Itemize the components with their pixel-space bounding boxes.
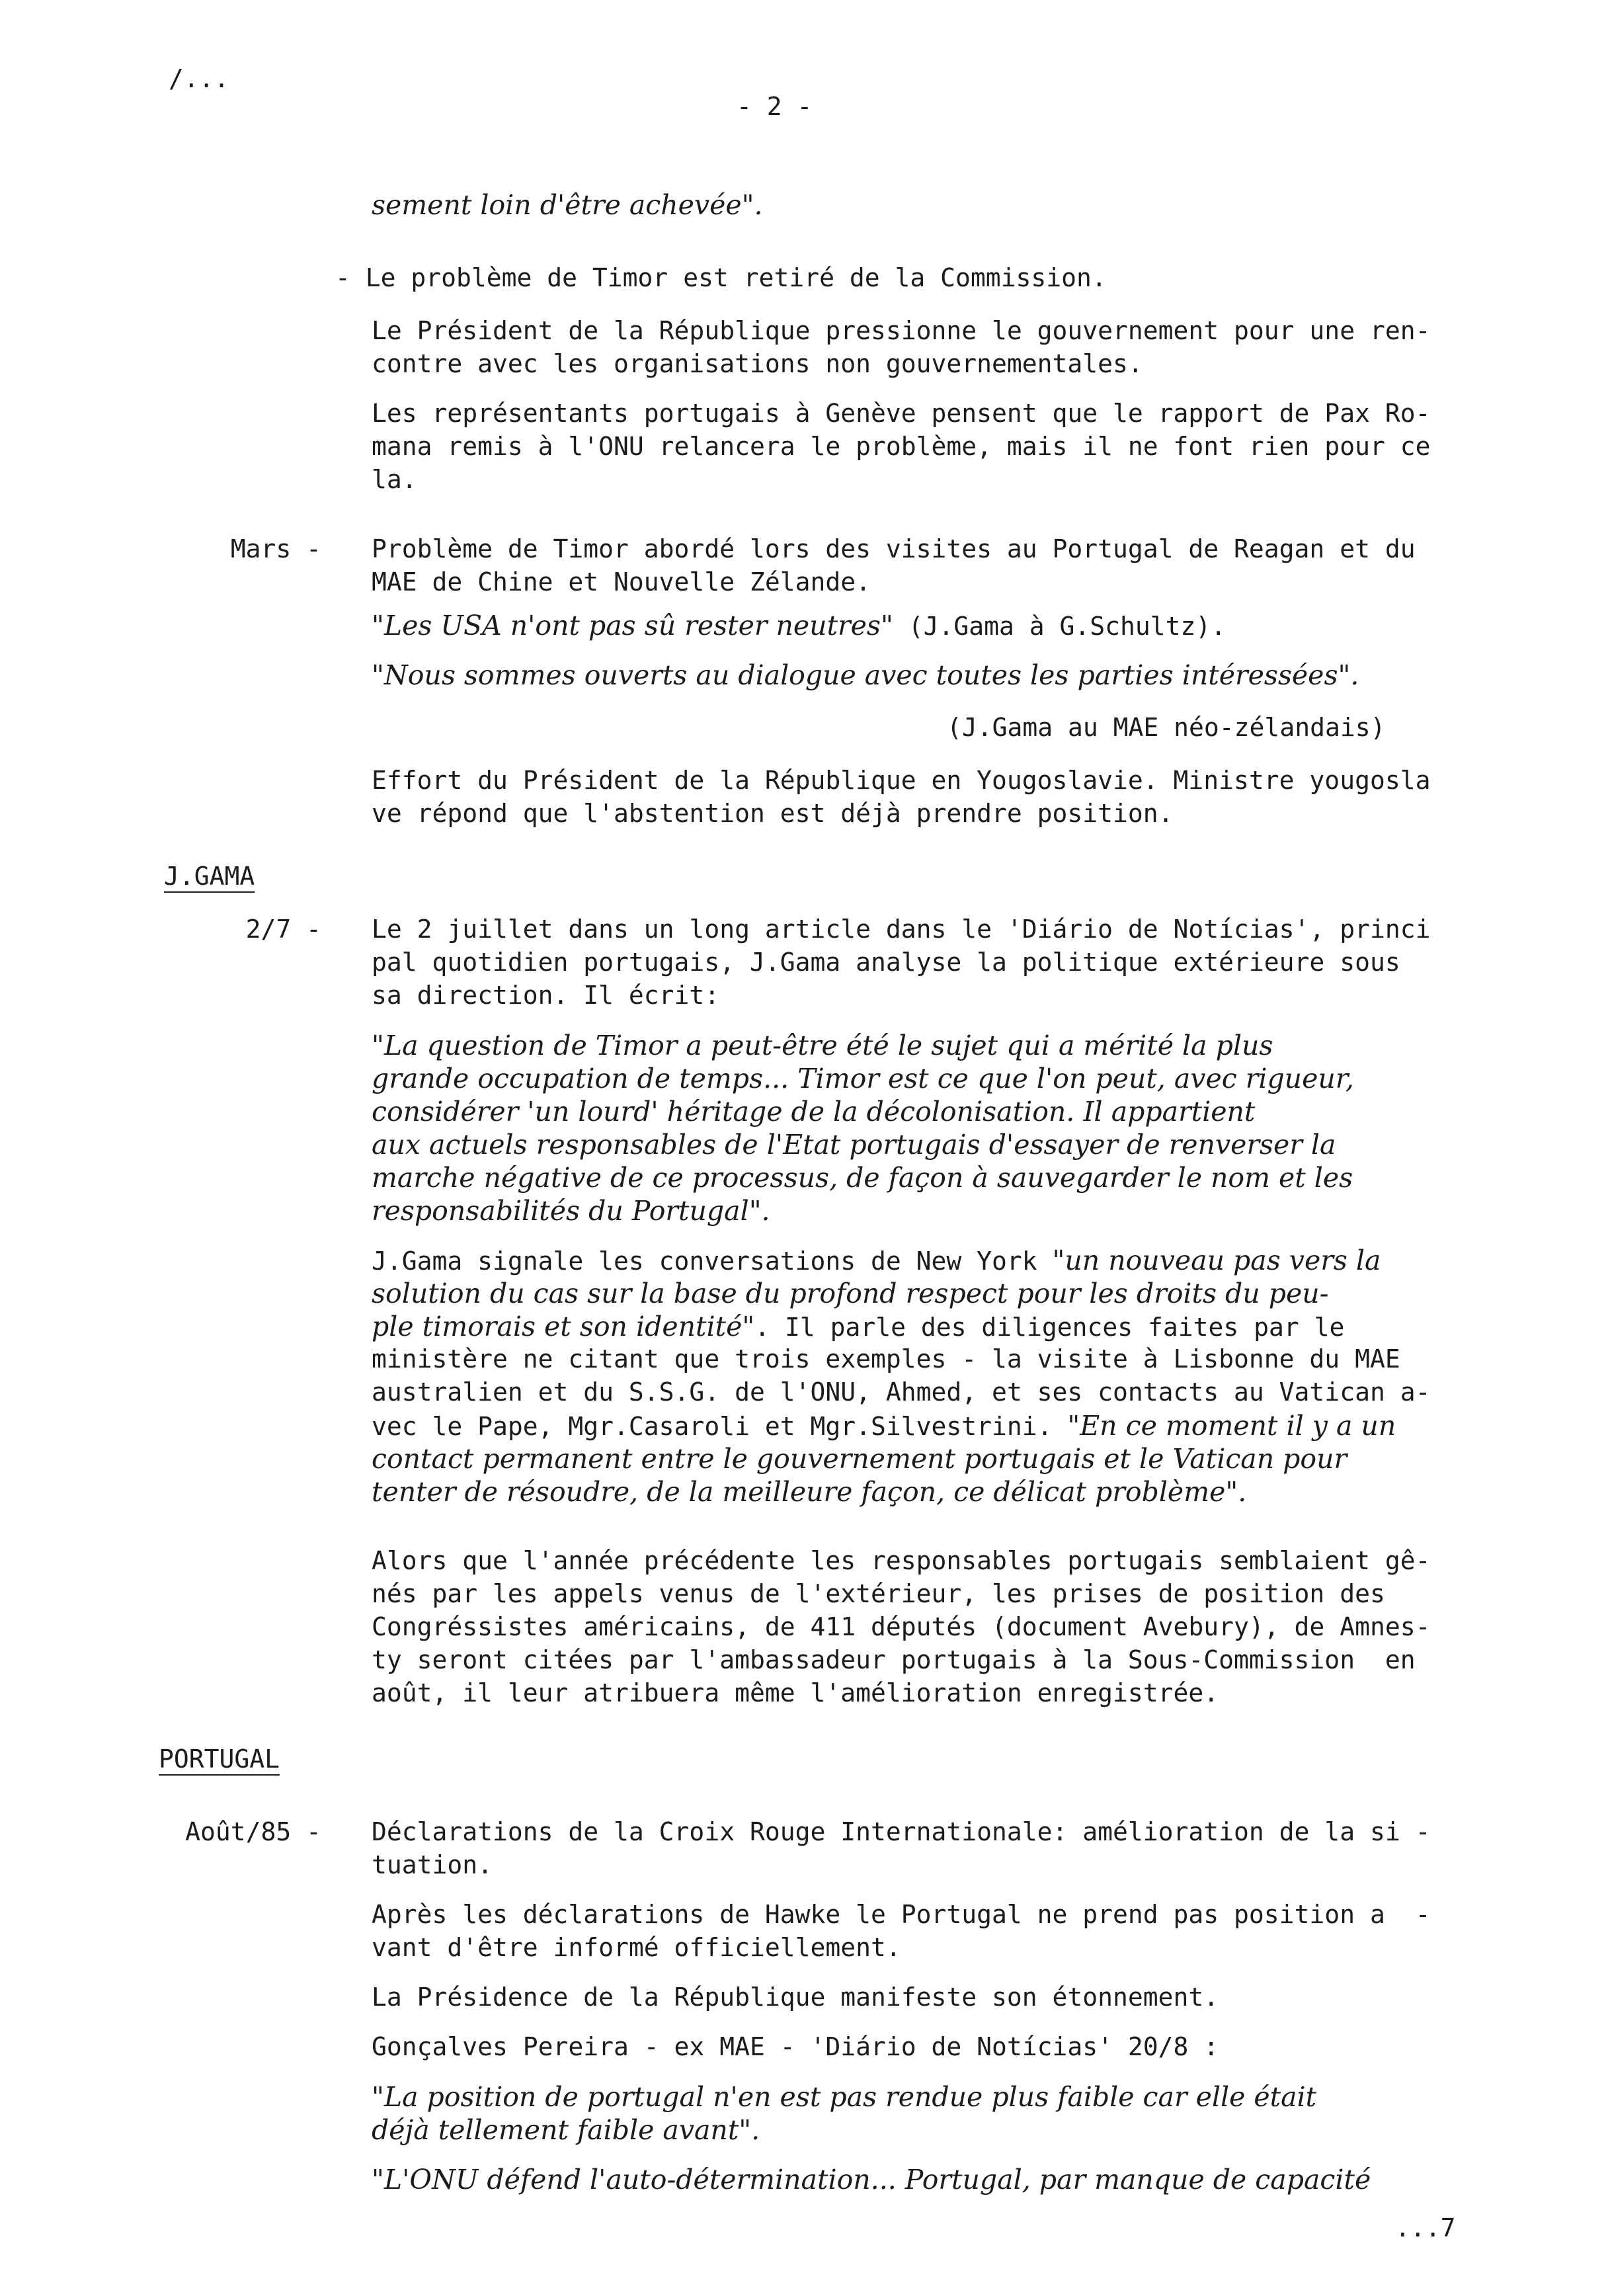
italic-run: "un nouveau pas vers la (1052, 1245, 1381, 1276)
italic-run: ple timorais et son identité" (372, 1311, 755, 1342)
jgama-mixed-l6 (372, 1410, 1396, 1442)
mars-quote1-attribution: (J.Gama à G.Schultz). (908, 612, 1226, 641)
mars-effort-l1: Effort du Président de la République en Yougoslavie. Ministre yougosla (372, 766, 1431, 795)
jgama-quote-l1: "La question de Timor a peut-être été le sujet qui a mérité la plus (372, 1030, 1273, 1061)
heading-jgama: J.GAMA (164, 862, 255, 891)
jgama-alors-l3: Congréssistes américains, de 411 députés (document Avebury), de Amnes- (372, 1612, 1431, 1641)
mars-effort-l2: ve répond que l'abstention est déjà prendre position. (372, 799, 1174, 828)
portugal-p4: Gonçalves Pereira - ex MAE - 'Diário de Notícias' 20/8 : (372, 2032, 1219, 2061)
jgama-alors-l2: nés par les appels venus de l'extérieur, les prises de position des (372, 1579, 1385, 1608)
jgama-quote-l4: aux actuels responsables de l'Etat portugais d'essayer de renverser la (372, 1129, 1336, 1161)
jgama-mixed-l2 (372, 1280, 1329, 1307)
jgama-mixed-l3 (372, 1313, 1344, 1340)
italic-run: solution du cas sur la base du profond respect pour les droits du peu- (372, 1278, 1329, 1309)
continuation-footer: ...7 (1395, 2213, 1456, 2242)
heading-portugal: PORTUGAL (159, 1744, 280, 1774)
intro-p1-l1: Le Président de la République pressionne le gouvernement pour une ren- (372, 316, 1431, 345)
jgama-quote-l6: responsabilités du Portugal". (372, 1195, 770, 1227)
jgama-mixed-l8 (372, 1476, 1247, 1508)
intro-p1-l2: contre avec les organisations non gouvernementales. (372, 349, 1143, 378)
date-2-7: 2/7 - (245, 915, 321, 944)
text-run: . Il parle des diligences faites par le (754, 1313, 1345, 1342)
text-run: australien et du S.S.G. de l'ONU, Ahmed, et ses contacts au Vatican a- (372, 1377, 1431, 1407)
jgama-l3: sa direction. Il écrit: (372, 981, 720, 1010)
portugal-p3: La Présidence de la République manifeste son étonnement. (372, 1983, 1219, 2012)
portugal-quote-l1: "La position de portugal n'en est pas rendue plus faible car elle était (372, 2081, 1317, 2113)
jgama-alors-l5: août, il leur atribuera même l'amélioration enregistrée. (372, 1678, 1219, 1707)
jgama-l2: pal quotidien portugais, J.Gama analyse la politique extérieure sous (372, 948, 1400, 977)
portugal-l2: tuation. (372, 1850, 493, 1879)
jgama-mixed-l1 (372, 1247, 1381, 1274)
intro-p2-l2: mana remis à l'ONU relancera le problème, mais il ne font rien pour ce (372, 432, 1431, 461)
italic-run: tenter de résoudre, de la meilleure façon, ce délicat problème". (372, 1476, 1247, 1508)
text-run: vec le Pape, Mgr.Casaroli et Mgr.Silvestrini. (372, 1412, 1068, 1441)
portugal-l1: Déclarations de la Croix Rouge Internationale: amélioration de la si - (372, 1817, 1431, 1846)
italic-run: "En ce moment il y a un (1067, 1410, 1396, 1442)
mars-l2: MAE de Chine et Nouvelle Zélande. (372, 567, 871, 596)
continuation-mark: /... (169, 64, 229, 93)
jgama-mixed-l7 (372, 1443, 1347, 1475)
portugal-last-line: "L'ONU défend l'auto-détermination... Portugal, par manque de capacité (372, 2164, 1371, 2195)
intro-p2-l3: la. (372, 465, 417, 494)
text-run: ministère ne citant que trois exemples - la visite à Lisbonne du MAE (372, 1344, 1400, 1374)
jgama-quote-l2: grande occupation de temps... Timor est ce que l'on peut, avec rigueur, (372, 1063, 1354, 1094)
mars-quote2: "Nous sommes ouverts au dialogue avec toutes les parties intéressées". (372, 659, 1359, 691)
portugal-p2-l2: vant d'être informé officiellement. (372, 1933, 901, 1962)
text-run: J.Gama signale les conversations de New York (372, 1247, 1053, 1276)
jgama-quote-l5: marche négative de ce processus, de façon à sauvegarder le nom et les (372, 1162, 1353, 1194)
mars-quote1: "Les USA n'ont pas sû rester neutres" (372, 610, 893, 641)
date-mars: Mars - (230, 534, 321, 563)
intro-p2-l1: Les représentants portugais à Genève pensent que le rapport de Pax Ro- (372, 399, 1431, 428)
jgama-alors-l4: ty seront citées par l'ambassadeur portugais à la Sous-Commission en (372, 1645, 1416, 1674)
jgama-alors-l1: Alors que l'année précédente les responsables portugais semblaient gê- (372, 1546, 1431, 1575)
date-aout-85: Août/85 - (185, 1817, 321, 1846)
page-number: - 2 - (737, 92, 813, 121)
jgama-mixed-l5 (372, 1379, 1430, 1405)
intro-dash-line: - Le problème de Timor est retiré de la Commission. (335, 263, 1107, 292)
intro-italic-line: sement loin d'être achevée". (372, 189, 763, 221)
mars-l1: Problème de Timor abordé lors des visites au Portugal de Reagan et du (372, 534, 1416, 563)
mars-quote1-line (372, 612, 1226, 639)
portugal-quote-l2: déjà tellement faible avant". (372, 2114, 760, 2146)
jgama-mixed-l4 (372, 1346, 1400, 1372)
mars-quote2-attribution: (J.Gama au MAE néo-zélandais) (947, 713, 1386, 742)
italic-run: contact permanent entre le gouvernement portugais et le Vatican pour (372, 1443, 1347, 1475)
jgama-quote-l3: considérer 'un lourd' héritage de la décolonisation. Il appartient (372, 1096, 1256, 1128)
portugal-p2-l1: Après les déclarations de Hawke le Portugal ne prend pas position a - (372, 1900, 1431, 1929)
jgama-l1: Le 2 juillet dans un long article dans le 'Diário de Notícias', princi (372, 915, 1431, 944)
